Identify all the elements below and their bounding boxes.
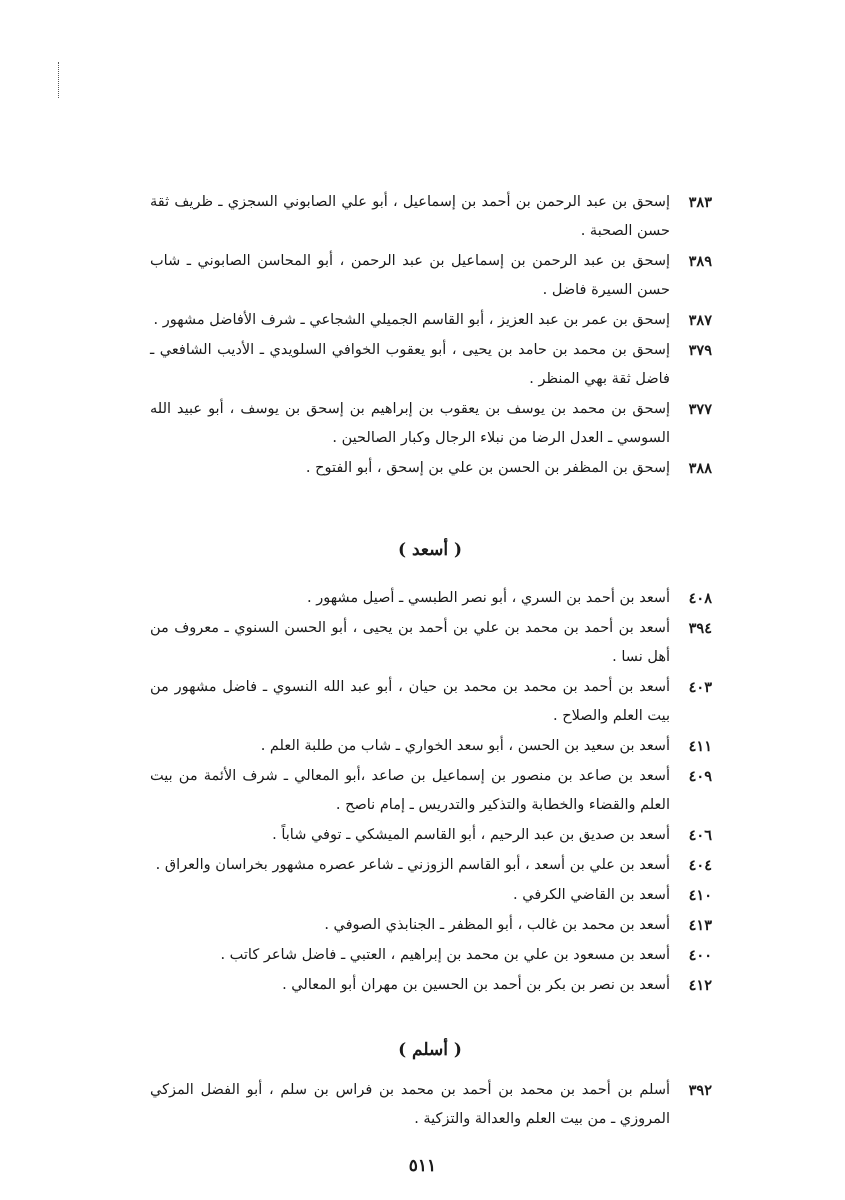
entry-number: ٤٠٨ (688, 590, 712, 607)
entry-number: ٤١٠ (688, 887, 712, 904)
entry-number: ٣٨٣ (688, 194, 712, 211)
aslam-entries (150, 1076, 710, 1134)
entry-text: إسحق بن عبد الرحمن بن إسماعيل بن عبد الرحمن ، أبو المحاسن الصابوني ـ شاب حسن السيرة فاضل . (150, 253, 670, 298)
entry (150, 911, 710, 940)
entry (150, 395, 710, 453)
entry (150, 584, 710, 613)
entry-text: أسعد بن مسعود بن علي بن محمد بن إبراهيم ، العتبي ـ فاضل شاعر كاتب . (220, 947, 670, 963)
entry-number: ٣٧٩ (688, 342, 712, 359)
entry (150, 851, 710, 880)
entry-text: إسحق بن محمد بن حامد بن يحيى ، أبو يعقوب الخوافي السلويدي ـ الأديب الشافعي ـ فاضل ثقة بهي المنظر . (150, 342, 670, 387)
entry (150, 941, 710, 970)
entry-text: إسحق بن المظفر بن الحسن بن علي بن إسحق ، أبو الفتوح . (305, 460, 670, 476)
entry-text: إسحق بن عبد الرحمن بن أحمد بن إسماعيل ، أبو علي الصابوني السجزي ـ ظريف ثقة حسن الصحبة . (150, 194, 670, 239)
entry (150, 306, 710, 335)
entry-number: ٤١٢ (688, 977, 712, 994)
entry-text: أسعد بن نصر بن بكر بن أحمد بن الحسين بن مهران أبو المعالي . (282, 977, 670, 993)
entry (150, 614, 710, 672)
entry-number: ٣٩٢ (688, 1082, 712, 1099)
ishaq-entries (150, 188, 710, 483)
section-heading-asad: ( أسعد ) (397, 540, 462, 560)
entry-text: أسعد بن علي بن أسعد ، أبو القاسم الزوزني ـ شاعر عصره مشهور بخراسان والعراق . (155, 857, 670, 873)
entry (150, 971, 710, 1000)
entry-text: أسعد بن أحمد بن محمد بن علي بن أحمد بن يحيى ، أبو الحسن السنوي ـ معروف من أهل نسا . (150, 620, 670, 665)
entry-text: أسعد بن محمد بن غالب ، أبو المظفر ـ الجنابذي الصوفي . (324, 917, 670, 933)
entry-text: أسعد بن سعيد بن الحسن ، أبو سعد الخواري ـ شاب من طلبة العلم . (260, 738, 670, 754)
entry-number: ٣٨٨ (688, 460, 712, 477)
margin-mark (58, 62, 61, 98)
entry-number: ٤٠٠ (688, 947, 712, 964)
entry-text: إسحق بن عمر بن عبد العزيز ، أبو القاسم الجميلي الشجاعي ـ شرف الأفاضل مشهور . (153, 312, 670, 328)
entry (150, 336, 710, 394)
entry-text: أسلم بن أحمد بن محمد بن أحمد بن محمد بن فراس بن سلم ، أبو الفضل المزكي المروزي ـ من بيت العلم والعدالة والتزكية . (150, 1082, 670, 1127)
entry-text: أسعد بن صاعد بن منصور بن إسماعيل بن صاعد ،أبو المعالي ـ شرف الأئمة من بيت العلم والقضاء والخطابة والتذكير والتدريس ـ إمام ناصح . (150, 768, 670, 813)
entry-number: ٣٩٤ (688, 620, 712, 637)
entry (150, 821, 710, 850)
entry-number: ٤١١ (688, 738, 712, 755)
page-number: ٥١١ (408, 1156, 437, 1176)
entry (150, 247, 710, 305)
entry-number: ٣٧٧ (688, 401, 712, 418)
asad-entries (150, 584, 710, 1000)
entry (150, 762, 710, 820)
entry-number: ٤٠٦ (688, 827, 712, 844)
entry (150, 188, 710, 246)
entry (150, 732, 710, 761)
section-heading-aslam: ( أسلم ) (398, 1040, 462, 1060)
entry-number: ٤٠٤ (688, 857, 712, 874)
entry (150, 1076, 710, 1134)
entry-number: ٣٨٧ (688, 312, 712, 329)
entry-number: ٤٠٣ (688, 679, 712, 696)
entry-text: أسعد بن صديق بن عبد الرحيم ، أبو القاسم الميشكي ـ توفي شاباً . (272, 827, 670, 843)
entry-text: إسحق بن محمد بن يوسف بن يعقوب بن إبراهيم بن إسحق بن يوسف ، أبو عبيد الله السوسي ـ العدل الرضا من نبلاء الرجال وكبار الصالحين . (150, 401, 670, 446)
entry-number: ٤١٣ (688, 917, 712, 934)
entry (150, 673, 710, 731)
entry (150, 881, 710, 910)
entry-text: أسعد بن القاضي الكرفي . (513, 887, 670, 903)
entry-text: أسعد بن أحمد بن محمد بن محمد بن حيان ، أبو عبد الله النسوي ـ فاضل مشهور من بيت العلم والصلاح . (150, 679, 670, 724)
entry (150, 454, 710, 483)
entry-number: ٤٠٩ (688, 768, 712, 785)
entry-number: ٣٨٩ (688, 253, 712, 270)
entry-text: أسعد بن أحمد بن السري ، أبو نصر الطبسي ـ أصيل مشهور . (307, 590, 670, 606)
